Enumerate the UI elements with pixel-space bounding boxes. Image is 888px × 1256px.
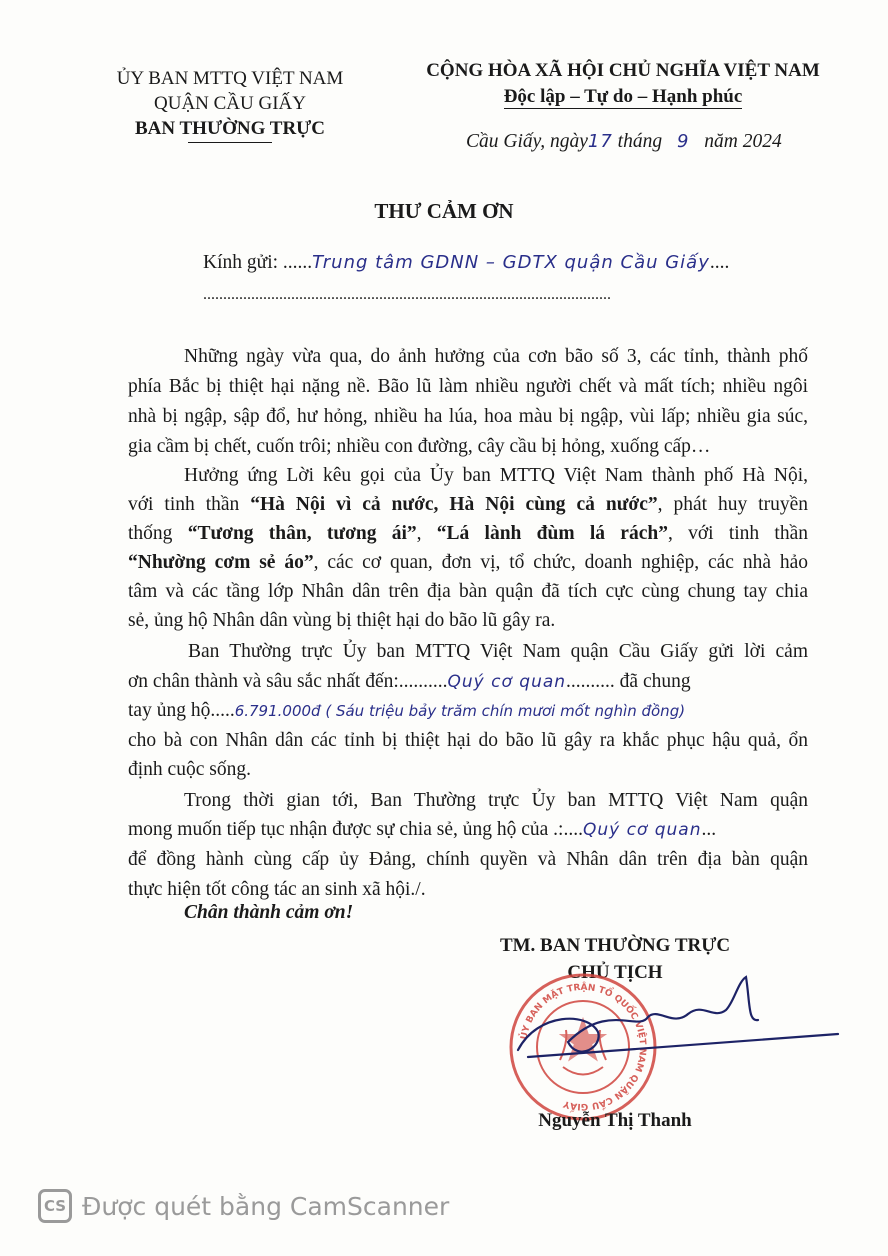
donor-name-handwritten-2: Quý cơ quan xyxy=(582,820,702,840)
page-title: THƯ CẢM ƠN xyxy=(374,199,514,223)
recipient-line xyxy=(203,252,803,274)
para-2-text: với tinh thần xyxy=(128,494,251,515)
closing-text: Chân thành cảm ơn! xyxy=(184,902,354,923)
issuer-line-2: QUẬN CẦU GIẤY xyxy=(154,93,306,114)
quote-hanoi: “Hà Nội vì cả nước, Hà Nội cùng cả nước” xyxy=(250,494,658,515)
donation-amount-handwritten: 6.791.000đ ( Sáu triệu bảy trăm chín mươi mốt nghìn đồng) xyxy=(234,702,686,720)
quote-la-lanh: “Lá lành đùm lá rách” xyxy=(436,523,668,544)
para-1-line-2: phía Bắc bị thiệt hại nặng nề. Bão lũ làm nhiều người chết và mất tích; nhiều ngôi xyxy=(128,376,808,397)
date-day: 17 xyxy=(587,131,613,152)
recipient-dots-before: ...... xyxy=(282,252,313,273)
quote-nhuong-com: “Nhường cơm sẻ áo” xyxy=(128,552,314,573)
signer-name: Nguyễn Thị Thanh xyxy=(538,1110,692,1131)
date-line xyxy=(466,128,826,156)
para-2-text: thống xyxy=(128,523,188,544)
para-2-line-3 xyxy=(128,519,808,549)
para-2-line-2 xyxy=(128,490,808,520)
para-2-line-6: sẻ, ủng hộ Nhân dân vùng bị thiệt hại do bão lũ gây ra. xyxy=(128,610,556,631)
dots: .......... xyxy=(566,671,615,692)
recipient-label: Kính gửi: xyxy=(203,252,279,273)
national-title: CỘNG HÒA XÃ HỘI CHỦ NGHĨA VIỆT NAM xyxy=(426,60,820,81)
para-4-line-2 xyxy=(128,815,808,845)
dots: .......... xyxy=(398,671,448,692)
para-3-text: đã chung xyxy=(614,671,691,692)
para-3-line-5: định cuộc sống. xyxy=(128,759,251,780)
date-month: 9 xyxy=(676,131,690,152)
para-1-line-3: nhà bị ngập, sập đổ, hư hỏng, nhiều ha lúa, hoa màu bị ngập, vùi lấp; nhiều gia súc, xyxy=(128,406,808,427)
date-year: năm 2024 xyxy=(704,131,782,152)
para-3-line-3 xyxy=(128,696,848,726)
para-4-line-1: Trong thời gian tới, Ban Thường trực Ủy ban MTTQ Việt Nam quận xyxy=(184,790,808,811)
para-2-text: , với tinh thần xyxy=(667,523,809,544)
para-4-text: mong muốn tiếp tục nhận được sự chia sẻ, ủng hộ của xyxy=(128,819,549,840)
signature-role-line-1: TM. BAN THƯỜNG TRỰC xyxy=(499,935,731,956)
recipient-dots-line: ...................................................................................................... xyxy=(203,286,611,303)
national-motto-text: Độc lập – Tự do – Hạnh phúc xyxy=(503,86,743,107)
para-2-text: , xyxy=(416,523,437,544)
para-4-line-4: thực hiện tốt công tác an sinh xã hội./. xyxy=(128,879,426,900)
recipient-dots-after: .... xyxy=(709,252,730,273)
para-2-text: , phát huy truyền xyxy=(657,494,808,515)
handwritten-signature xyxy=(498,972,878,1082)
para-4-line-3: để đồng hành cùng cấp ủy Đảng, chính quyền và Nhân dân trên địa bàn quận xyxy=(128,849,808,870)
date-place: Cầu Giấy, ngày xyxy=(466,131,588,152)
dots: .:.... xyxy=(548,819,583,840)
para-3-line-2 xyxy=(128,667,808,697)
camscanner-logo-icon: CS xyxy=(38,1189,72,1223)
para-3-line-4: cho bà con Nhân dân các tỉnh bị thiệt hại do bão lũ gây ra khắc phục hậu quả, ổn xyxy=(128,730,808,751)
para-2-line-5: tâm và các tầng lớp Nhân dân trên địa bàn quận đã tích cực cùng chung tay chia xyxy=(128,581,808,602)
recipient-name: Trung tâm GDNN – GDTX quận Cầu Giấy xyxy=(312,252,710,273)
dots: ... xyxy=(701,819,717,840)
national-motto xyxy=(408,84,838,110)
para-3-text: ơn chân thành và sâu sắc nhất đến: xyxy=(128,671,399,692)
camscanner-text: Được quét bằng CamScanner xyxy=(82,1191,450,1221)
stamp-text-path: ỦY BAN MẶT TRẬN TỔ QUỐC VIỆT NAM QUẬN CẦU GIẤY xyxy=(519,982,648,1112)
para-2-line-4 xyxy=(128,548,808,578)
issuer-underline xyxy=(188,142,272,143)
dots: ..... xyxy=(210,700,235,721)
para-1-line-1: Những ngày vừa qua, do ảnh hưởng của cơn bão số 3, các tỉnh, thành phố xyxy=(184,346,808,367)
issuer-line-3: BAN THƯỜNG TRỰC xyxy=(134,118,326,139)
para-3-text: tay ủng hộ xyxy=(128,700,211,721)
para-2-line-1: Hưởng ứng Lời kêu gọi của Ủy ban MTTQ Việt Nam thành phố Hà Nội, xyxy=(184,465,808,486)
donor-name-handwritten: Quý cơ quan xyxy=(447,672,567,692)
issuer-line-1: ỦY BAN MTTQ VIỆT NAM xyxy=(116,68,344,89)
para-1-line-4: gia cầm bị chết, cuốn trôi; nhiều con đường, cây cầu bị hỏng, xuống cấp… xyxy=(128,436,711,457)
national-header xyxy=(408,58,838,110)
para-3-line-1: Ban Thường trực Ủy ban MTTQ Việt Nam quận Cầu Giấy gửi lời cảm xyxy=(188,641,808,662)
date-month-label: tháng xyxy=(617,131,663,152)
para-2-text: , các cơ quan, đơn vị, tổ chức, doanh nghiệp, các nhà hảo xyxy=(313,552,808,573)
quote-tuong-than: “Tương thân, tương ái” xyxy=(187,523,417,544)
issuer-block xyxy=(90,66,370,141)
camscanner-watermark xyxy=(38,1186,449,1226)
signature-role-line-2: CHỦ TỊCH xyxy=(567,962,663,983)
